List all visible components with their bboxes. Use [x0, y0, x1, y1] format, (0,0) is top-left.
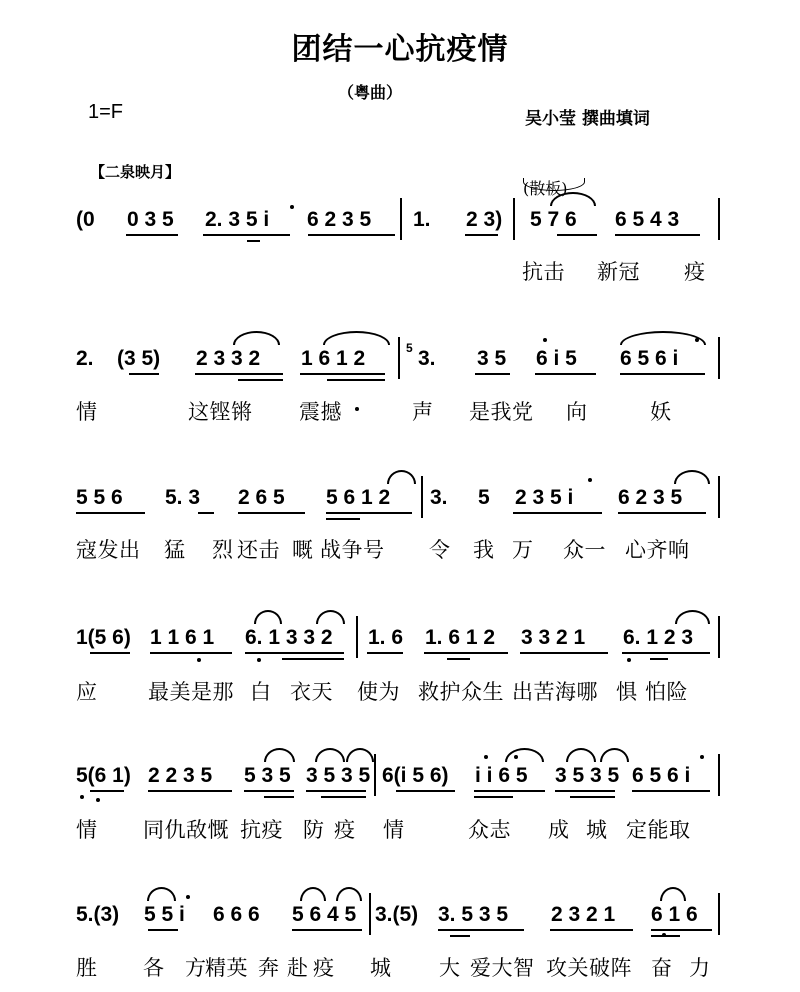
lyric-text: 疫: [684, 260, 706, 284]
beam-underline: [650, 658, 668, 660]
lyric-text: 成: [548, 818, 570, 842]
notation-group: 1(5 6): [76, 626, 131, 649]
notation-group: 2 6 5: [238, 486, 285, 509]
lyric-text: 嘅: [292, 538, 314, 562]
low-octave-dot: [257, 658, 261, 662]
bar-line: [356, 616, 358, 658]
bar-line: [718, 754, 720, 796]
tie-arc: [387, 470, 416, 484]
low-octave-dot: [80, 795, 84, 799]
lyric-text: 怕险: [645, 680, 688, 704]
notation-group: 3.(5): [375, 903, 419, 926]
lyric-text: 奔: [258, 956, 280, 980]
high-octave-dot: [695, 338, 699, 342]
lyric-text: 令: [429, 538, 451, 562]
beam-underline: [474, 790, 545, 792]
lyric-text: 震撼: [299, 400, 342, 424]
notation-group: 6 5 6 i: [632, 764, 691, 787]
notation-group: 3.: [430, 486, 448, 509]
tie-arc: [147, 887, 176, 901]
tie-arc: [336, 887, 362, 901]
lyric-text: 防: [303, 818, 325, 842]
lyric-text: 妖: [650, 400, 672, 424]
beam-underline: [148, 929, 178, 931]
notation-group: 5: [478, 486, 490, 509]
high-octave-dot: [186, 895, 190, 899]
tie-arc: [505, 748, 544, 762]
beam-underline: [474, 796, 513, 798]
beam-underline: [238, 379, 283, 381]
notation-group: 1.: [413, 208, 431, 231]
tie-arc: [254, 610, 282, 624]
notation-group: 6. 1 2 3: [623, 626, 694, 649]
notation-group: 3 5 3 5: [306, 764, 371, 787]
key-signature: 1=F: [88, 101, 124, 123]
notation-group: 6 2 3 5: [307, 208, 372, 231]
notation-group: 3 3 2 1: [521, 626, 586, 649]
beam-underline: [129, 373, 159, 375]
lyric-text: 胜: [76, 956, 98, 980]
lyric-text: 大: [439, 956, 461, 980]
lyric-text: 声: [412, 400, 434, 424]
beam-underline: [475, 373, 510, 375]
tie-arc: [675, 610, 710, 624]
notation-group: 0 3 5: [127, 208, 174, 231]
tie-arc: [300, 887, 326, 901]
beam-underline: [326, 512, 412, 514]
low-octave-dot: [355, 407, 359, 411]
notation-group: 6(i 5 6): [382, 764, 449, 787]
notation-group: 5 6 4 5: [292, 903, 357, 926]
beam-underline: [450, 935, 470, 937]
beam-underline: [618, 512, 706, 514]
notation-group: 5. 3: [165, 486, 201, 509]
beam-underline: [126, 234, 178, 236]
bar-line: [400, 198, 402, 240]
lyric-text: 新冠: [597, 260, 640, 284]
lyric-text: 这铿锵: [188, 400, 253, 424]
beam-underline: [244, 790, 294, 792]
beam-underline: [535, 373, 596, 375]
high-octave-dot: [588, 478, 592, 482]
high-octave-dot: [290, 205, 294, 209]
lyric-text: 猛: [164, 538, 186, 562]
tie-arc: [346, 748, 374, 762]
beam-underline: [292, 929, 362, 931]
lyric-text: 疫: [334, 818, 356, 842]
lyric-text: 抗疫: [240, 818, 283, 842]
notation-group: i i 6 5: [475, 764, 528, 787]
notation-group: 3. 5 3 5: [438, 903, 509, 926]
tie-arc: [600, 748, 629, 762]
beam-underline: [264, 796, 294, 798]
notation-group: 3.: [418, 347, 436, 370]
notation-group: 2 3 3 2: [196, 347, 261, 370]
notation-group: 2 3 5 i: [515, 486, 574, 509]
lyric-text: 力: [689, 956, 711, 980]
beam-underline: [300, 373, 385, 375]
notation-group: 5 6 1 2: [326, 486, 391, 509]
lyric-text: 情: [76, 818, 98, 842]
notation-group: 6 i 5: [536, 347, 577, 370]
beam-underline: [622, 652, 710, 654]
notation-group: 2 3): [466, 208, 503, 231]
lyric-text: 战争号: [320, 538, 385, 562]
bar-line: [421, 476, 423, 518]
lyric-text: 奋: [651, 956, 673, 980]
beam-underline: [148, 790, 232, 792]
lyric-text: 心齐响: [625, 538, 690, 562]
bar-line: [369, 893, 371, 935]
lyric-text: 向: [566, 400, 588, 424]
beam-underline: [327, 379, 385, 381]
lyric-text: 我: [473, 538, 495, 562]
lyric-text: 精英: [205, 956, 248, 980]
notation-group: (0: [76, 208, 95, 231]
notation-group: 5(6 1): [76, 764, 131, 787]
notation-group: 1 6 1 2: [301, 347, 366, 370]
beam-underline: [90, 790, 124, 792]
beam-underline: [550, 929, 633, 931]
lyric-text: 出苦海哪: [512, 680, 598, 704]
bar-line: [718, 476, 720, 518]
beam-underline: [198, 512, 214, 514]
beam-underline: [620, 373, 705, 375]
beam-underline: [203, 234, 290, 236]
tie-arc: [620, 331, 706, 345]
beam-underline: [438, 929, 524, 931]
notation-group: 5 7 6: [530, 208, 577, 231]
beam-underline: [632, 790, 710, 792]
beam-underline: [245, 652, 344, 654]
low-octave-dot: [96, 798, 100, 802]
notation-group: 6 2 3 5: [618, 486, 683, 509]
lyric-text: 烈: [212, 538, 234, 562]
lyric-text: 众志: [468, 818, 511, 842]
beam-underline: [513, 512, 602, 514]
notation-group: 3 5: [477, 347, 507, 370]
beam-underline: [557, 234, 597, 236]
beam-underline: [282, 658, 344, 660]
composer-credit: 吴小莹 撰曲填词: [525, 109, 650, 129]
notation-group: 1 1 6 1: [150, 626, 215, 649]
beam-underline: [651, 929, 712, 931]
beam-underline: [396, 790, 455, 792]
notation-group: 3 5 3 5: [555, 764, 620, 787]
lyric-text: 各: [143, 956, 165, 980]
beam-underline: [76, 512, 145, 514]
tie-arc: [674, 470, 710, 484]
song-title: 团结一心抗疫情: [291, 32, 509, 67]
lyric-text: 城: [370, 956, 392, 980]
genre-label: （粤曲）: [337, 83, 402, 102]
beam-underline: [238, 512, 305, 514]
beam-underline: [555, 790, 615, 792]
lyric-text: 赴: [287, 956, 309, 980]
tune-name: 【二泉映月】: [90, 163, 181, 181]
lyric-text: 爱大智: [470, 956, 535, 980]
lyric-text: 惧: [616, 680, 638, 704]
beam-underline: [308, 234, 395, 236]
notation-group: 2 2 3 5: [148, 764, 213, 787]
notation-group: 6. 1 3 3 2: [245, 626, 333, 649]
notation-group: 6 5 6 i: [620, 347, 679, 370]
lyric-text: 还击: [237, 538, 280, 562]
lyric-text: 是我党: [469, 400, 534, 424]
bar-line: [718, 198, 720, 240]
low-octave-dot: [627, 658, 631, 662]
high-octave-dot: [700, 755, 704, 759]
lyric-text: 情: [383, 818, 405, 842]
beam-underline: [570, 796, 615, 798]
tempo-mark: (散板): [523, 179, 568, 198]
bar-line: [374, 754, 376, 796]
tie-arc: [566, 748, 596, 762]
notation-group: 6 6 6: [213, 903, 260, 926]
tie-arc: [316, 610, 345, 624]
lyric-text: 同仇敌慨: [143, 818, 229, 842]
high-octave-dot: [514, 755, 518, 759]
tie-arc: [660, 887, 686, 901]
beam-underline: [615, 234, 700, 236]
lyric-text: 最美是那: [148, 680, 234, 704]
notation-group: 1. 6: [368, 626, 404, 649]
notation-group: 6 1 6: [651, 903, 698, 926]
notation-group: 2.: [76, 347, 94, 370]
lyric-text: 衣天: [290, 680, 333, 704]
lyric-text: 万: [512, 538, 534, 562]
lyric-text: 众一: [563, 538, 606, 562]
high-octave-dot: [543, 338, 547, 342]
beam-underline: [150, 652, 232, 654]
notation-group: 2. 3 5 i: [205, 208, 270, 231]
notation-group: (3 5): [117, 347, 161, 370]
notation-group: 6 5 4 3: [615, 208, 680, 231]
beam-underline: [367, 652, 403, 654]
bar-line: [718, 337, 720, 379]
notation-group: 5 5 i: [144, 903, 185, 926]
bar-line: [718, 616, 720, 658]
beam-underline: [195, 373, 283, 375]
lyric-text: 白: [250, 680, 272, 704]
lyric-text: 城: [586, 818, 608, 842]
tie-arc: [233, 331, 280, 345]
lyric-text: 应: [76, 680, 98, 704]
low-octave-dot: [197, 658, 201, 662]
notation-group: 5.(3): [76, 903, 120, 926]
tie-arc: [315, 748, 345, 762]
high-octave-dot: [484, 755, 488, 759]
beam-underline: [424, 652, 508, 654]
tie-arc: [264, 748, 295, 762]
bar-line: [513, 198, 515, 240]
tie-arc: [323, 331, 390, 345]
lyric-text: 抗击: [522, 260, 565, 284]
lyric-text: 情: [76, 400, 98, 424]
bar-line: [398, 337, 400, 379]
beam-underline: [520, 652, 608, 654]
lyric-text: 使为: [357, 680, 400, 704]
beam-underline: [465, 234, 498, 236]
beam-underline: [326, 518, 360, 520]
notation-group: 5 5 6: [76, 486, 123, 509]
lyric-text: 寇发出: [76, 538, 141, 562]
notation-group: 2 3 2 1: [551, 903, 616, 926]
lyric-text: 疫: [313, 956, 335, 980]
bar-line: [718, 893, 720, 935]
beam-underline: [247, 240, 260, 242]
grace-note: 5: [406, 341, 413, 355]
beam-underline: [90, 652, 130, 654]
lyric-text: 方: [185, 956, 207, 980]
notation-group: 1. 6 1 2: [425, 626, 496, 649]
lyric-text: 攻关破阵: [546, 956, 632, 980]
beam-underline: [447, 658, 470, 660]
beam-underline: [321, 796, 366, 798]
beam-underline: [306, 790, 366, 792]
lyric-text: 救护众生: [418, 680, 504, 704]
low-octave-dot: [662, 933, 666, 937]
lyric-text: 定能取: [626, 818, 691, 842]
notation-group: 5 3 5: [244, 764, 291, 787]
